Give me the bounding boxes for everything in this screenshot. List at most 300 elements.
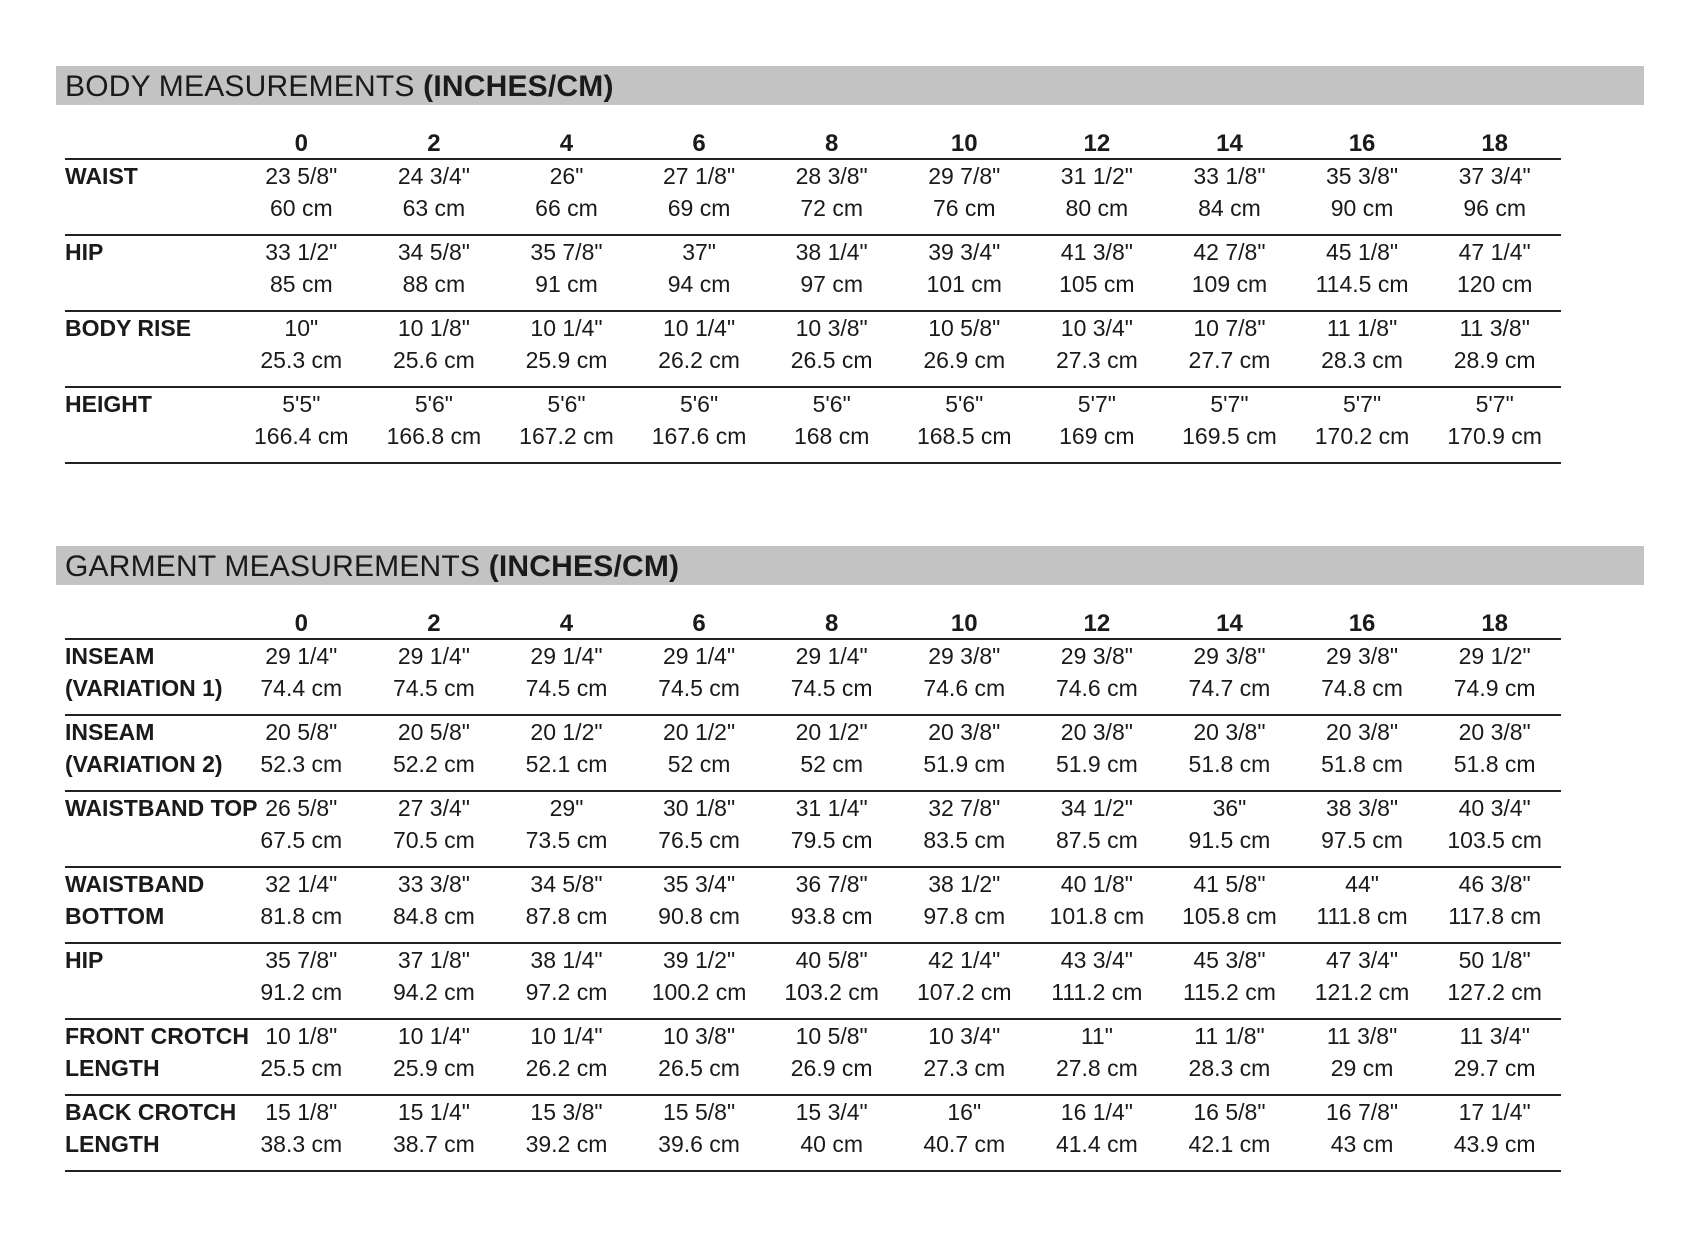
inches-value: 42 1/4" — [928, 947, 1001, 973]
measurement-cell — [368, 943, 501, 1019]
inches-value: 40 1/8" — [1060, 871, 1133, 897]
size-header-6: 6 — [633, 585, 766, 639]
inches-value: 29 3/8" — [1193, 643, 1266, 669]
measurement-cell — [500, 791, 633, 867]
cm-value: 51.8 cm — [1453, 751, 1536, 777]
inches-value: 5'6" — [680, 391, 719, 417]
cm-value: 72 cm — [800, 195, 863, 221]
table-row — [65, 639, 1561, 715]
size-header-0: 0 — [235, 105, 368, 159]
row-label — [65, 867, 235, 943]
measurement-cell — [633, 1019, 766, 1095]
inches-value: 11 3/8" — [1326, 1023, 1398, 1049]
cm-value: 70.5 cm — [392, 827, 475, 853]
body-measurements-title: BODY MEASUREMENTS — [65, 70, 415, 103]
measurement-cell — [500, 1019, 633, 1095]
measurement-cell — [1031, 235, 1164, 311]
inches-value: 50 1/8" — [1458, 947, 1531, 973]
cm-value: 69 cm — [667, 195, 731, 221]
measurement-cell — [1296, 387, 1429, 463]
size-header-14: 14 — [1163, 585, 1296, 639]
cm-value: 105.8 cm — [1182, 903, 1277, 929]
cm-value: 41.4 cm — [1055, 1131, 1138, 1157]
size-header-18: 18 — [1428, 585, 1561, 639]
inches-value: 20 3/8" — [1060, 719, 1133, 745]
inches-value: 40 5/8" — [795, 947, 868, 973]
measurement-cell — [1296, 1019, 1429, 1095]
cm-value: 29 cm — [1330, 1055, 1394, 1081]
cm-value: 109 cm — [1191, 271, 1268, 297]
cm-value: 85 cm — [269, 271, 333, 297]
row-label-line-2: (VARIATION 1) — [65, 675, 223, 701]
cm-value: 167.2 cm — [519, 423, 614, 449]
cm-value: 170.2 cm — [1314, 423, 1410, 449]
measurement-cell — [368, 235, 501, 311]
measurement-cell — [368, 1019, 501, 1095]
measurement-cell — [1031, 1019, 1164, 1095]
cm-value: 114.5 cm — [1315, 271, 1409, 297]
measurement-cell — [500, 639, 633, 715]
cm-value: 26.5 cm — [658, 1055, 740, 1081]
row-label — [65, 1019, 249, 1095]
cm-value: 52.3 cm — [260, 751, 343, 777]
measurement-cell — [1428, 235, 1561, 311]
inches-value: 11 1/8" — [1326, 315, 1398, 341]
inches-value: 5'7" — [1342, 391, 1382, 417]
cm-value: 97.5 cm — [1321, 827, 1403, 853]
cm-value: 74.9 cm — [1453, 675, 1536, 701]
inches-value: 10 1/8" — [397, 315, 470, 341]
measurement-cell — [633, 387, 766, 463]
cm-value: 51.8 cm — [1321, 751, 1403, 777]
measurement-cell — [1296, 867, 1429, 943]
cm-value: 105 cm — [1059, 271, 1135, 297]
measurement-cell — [765, 235, 898, 311]
table-row — [65, 235, 1561, 311]
row-label-line-1: FRONT CROTCH — [65, 1023, 249, 1049]
inches-value: 46 3/8" — [1458, 871, 1531, 897]
inches-value: 29 1/4" — [397, 643, 470, 669]
cm-value: 111.2 cm — [1051, 979, 1143, 1005]
row-label — [65, 387, 235, 463]
measurement-cell — [898, 235, 1031, 311]
row-label — [65, 235, 235, 311]
inches-value: 37" — [682, 239, 716, 265]
inches-value: 24 3/4" — [397, 163, 470, 189]
cm-value: 28.9 cm — [1453, 347, 1536, 373]
measurement-cell — [368, 715, 501, 791]
cm-value: 80 cm — [1065, 195, 1129, 221]
cm-value: 26.9 cm — [923, 347, 1006, 373]
measurement-cell — [1031, 311, 1164, 387]
measurement-cell — [633, 311, 766, 387]
inches-value: 43 3/4" — [1060, 947, 1133, 973]
size-header-16: 16 — [1296, 105, 1429, 159]
cm-value: 52 cm — [800, 751, 863, 777]
garment-measurements-units: (INCHES/CM) — [488, 550, 680, 583]
inches-value: 39 1/2" — [663, 947, 736, 973]
measurement-cell — [235, 311, 368, 387]
cm-value: 25.9 cm — [525, 347, 608, 373]
measurement-cell — [1296, 159, 1429, 235]
cm-value: 25.9 cm — [392, 1055, 475, 1081]
measurement-cell — [765, 791, 898, 867]
measurement-cell — [1296, 715, 1429, 791]
cm-value: 88 cm — [402, 271, 466, 297]
measurement-cell — [633, 943, 766, 1019]
cm-value: 27.8 cm — [1055, 1055, 1138, 1081]
size-header-2: 2 — [368, 585, 501, 639]
cm-value: 94 cm — [667, 271, 731, 297]
measurement-cell — [1163, 639, 1296, 715]
measurement-cell — [1296, 791, 1429, 867]
row-label — [65, 159, 235, 235]
inches-value: 5'7" — [1077, 391, 1116, 417]
cm-value: 38.3 cm — [260, 1131, 343, 1157]
cm-value: 74.5 cm — [658, 675, 740, 701]
measurement-cell — [368, 311, 501, 387]
measurement-cell — [1428, 1019, 1561, 1095]
measurement-cell — [1163, 1019, 1296, 1095]
size-header-12: 12 — [1031, 585, 1164, 639]
inches-value: 20 3/8" — [928, 719, 1001, 745]
measurement-cell — [1031, 867, 1164, 943]
measurement-cell — [765, 943, 898, 1019]
table-row — [65, 943, 1561, 1019]
inches-value: 20 3/8" — [1325, 719, 1399, 745]
measurement-cell — [765, 1095, 898, 1171]
measurement-cell — [765, 867, 898, 943]
cm-value: 43 cm — [1330, 1131, 1394, 1157]
measurement-cell — [898, 791, 1031, 867]
measurement-cell — [898, 1019, 1031, 1095]
inches-value: 15 3/8" — [530, 1099, 603, 1125]
cm-value: 28.3 cm — [1188, 1055, 1271, 1081]
row-label-line-1: WAIST — [65, 163, 138, 189]
inches-value: 33 1/8" — [1193, 163, 1266, 189]
cm-value: 166.8 cm — [386, 423, 482, 449]
inches-value: 34 5/8" — [397, 239, 470, 265]
measurement-cell — [235, 235, 368, 311]
inches-value: 27 3/4" — [397, 795, 470, 821]
measurement-cell — [1163, 867, 1296, 943]
measurement-cell — [1428, 1095, 1561, 1171]
measurement-cell — [1163, 311, 1296, 387]
cm-value: 26.2 cm — [658, 347, 740, 373]
cm-value: 26.2 cm — [525, 1055, 608, 1081]
inches-value: 29 1/4" — [265, 643, 338, 669]
cm-value: 117.8 cm — [1448, 903, 1542, 929]
inches-value: 23 5/8" — [265, 163, 338, 189]
measurement-cell — [633, 639, 766, 715]
row-label-line-1: HIP — [65, 239, 104, 265]
measurement-cell — [368, 387, 501, 463]
inches-value: 29 1/4" — [795, 643, 868, 669]
cm-value: 43.9 cm — [1453, 1131, 1536, 1157]
size-header-row — [65, 585, 1561, 639]
inches-value: 20 5/8" — [265, 719, 338, 745]
cm-value: 39.6 cm — [658, 1131, 740, 1157]
measurement-cell — [765, 311, 898, 387]
inches-value: 16" — [947, 1099, 982, 1125]
row-label — [65, 791, 258, 867]
measurement-cell — [500, 1095, 633, 1171]
measurement-cell — [500, 867, 633, 943]
measurement-cell — [633, 1095, 766, 1171]
cm-value: 100.2 cm — [651, 979, 747, 1005]
table-row — [65, 159, 1561, 235]
measurement-cell — [898, 715, 1031, 791]
size-header-8: 8 — [765, 105, 898, 159]
inches-value: 15 1/4" — [397, 1099, 470, 1125]
cm-value: 52.2 cm — [392, 751, 475, 777]
measurement-cell — [1163, 791, 1296, 867]
measurement-cell — [235, 1019, 368, 1095]
measurement-cell — [1031, 159, 1164, 235]
measurement-cell — [1031, 639, 1164, 715]
cm-value: 97.2 cm — [525, 979, 608, 1005]
cm-value: 91.2 cm — [260, 979, 343, 1005]
inches-value: 20 1/2" — [663, 719, 736, 745]
measurement-cell — [500, 311, 633, 387]
inches-value: 29 3/8" — [928, 643, 1001, 669]
inches-value: 41 3/8" — [1060, 239, 1133, 265]
table-row — [65, 311, 1561, 387]
cm-value: 74.5 cm — [790, 675, 873, 701]
inches-value: 16 7/8" — [1325, 1099, 1399, 1125]
garment-measurements-header — [56, 546, 1644, 585]
inches-value: 42 7/8" — [1193, 239, 1266, 265]
inches-value: 5'6" — [812, 391, 851, 417]
cm-value: 29.7 cm — [1453, 1055, 1536, 1081]
inches-value: 29 7/8" — [928, 163, 1001, 189]
inches-value: 15 5/8" — [663, 1099, 736, 1125]
cm-value: 121.2 cm — [1314, 979, 1410, 1005]
label-header-cell — [65, 585, 235, 639]
row-label-line-1: HEIGHT — [65, 391, 152, 417]
measurement-cell — [1428, 943, 1561, 1019]
measurement-cell — [1163, 159, 1296, 235]
row-label-line-1: WAISTBAND — [65, 871, 205, 897]
inches-value: 38 1/4" — [530, 947, 603, 973]
cm-value: 60 cm — [269, 195, 333, 221]
cm-value: 101 cm — [926, 271, 1002, 297]
cm-value: 38.7 cm — [392, 1131, 475, 1157]
cm-value: 52 cm — [667, 751, 731, 777]
size-header-8: 8 — [765, 585, 898, 639]
inches-value: 32 7/8" — [928, 795, 1001, 821]
inches-value: 16 1/4" — [1060, 1099, 1133, 1125]
size-header-row — [65, 105, 1561, 159]
cm-value: 27.3 cm — [923, 1055, 1006, 1081]
measurement-cell — [1031, 387, 1164, 463]
inches-value: 20 5/8" — [397, 719, 470, 745]
measurement-cell — [235, 639, 368, 715]
inches-value: 44" — [1345, 871, 1379, 897]
cm-value: 39.2 cm — [525, 1131, 608, 1157]
inches-value: 38 3/8" — [1325, 795, 1399, 821]
measurement-cell — [1031, 715, 1164, 791]
inches-value: 45 3/8" — [1193, 947, 1266, 973]
garment-measurements-table — [65, 585, 1561, 1172]
body-measurements-table — [65, 105, 1561, 464]
inches-value: 5'5" — [282, 391, 321, 417]
inches-value: 38 1/2" — [928, 871, 1001, 897]
cm-value: 120 cm — [1456, 271, 1533, 297]
measurement-cell — [1296, 235, 1429, 311]
row-label — [65, 1095, 235, 1171]
measurement-cell — [500, 387, 633, 463]
inches-value: 40 3/4" — [1458, 795, 1531, 821]
inches-value: 15 3/4" — [795, 1099, 868, 1125]
cm-value: 74.6 cm — [923, 675, 1006, 701]
cm-value: 74.5 cm — [525, 675, 608, 701]
cm-value: 97 cm — [800, 271, 863, 297]
garment-measurements-section — [56, 546, 1644, 1172]
cm-value: 74.6 cm — [1055, 675, 1138, 701]
cm-value: 63 cm — [402, 195, 466, 221]
measurement-cell — [235, 1095, 368, 1171]
row-label-line-2: LENGTH — [65, 1131, 160, 1157]
inches-value: 26 5/8" — [265, 795, 338, 821]
measurement-cell — [500, 159, 633, 235]
inches-value: 20 1/2" — [530, 719, 603, 745]
size-header-16: 16 — [1296, 585, 1429, 639]
cm-value: 52.1 cm — [525, 751, 608, 777]
inches-value: 5'6" — [547, 391, 586, 417]
inches-value: 37 1/8" — [397, 947, 470, 973]
inches-value: 17 1/4" — [1458, 1099, 1531, 1125]
measurement-cell — [1428, 311, 1561, 387]
size-header-6: 6 — [633, 105, 766, 159]
cm-value: 166.4 cm — [253, 423, 349, 449]
size-header-4: 4 — [500, 585, 633, 639]
inches-value: 29" — [549, 795, 584, 821]
measurement-cell — [368, 867, 501, 943]
row-label — [65, 715, 235, 791]
row-label-line-1: HIP — [65, 947, 104, 973]
cm-value: 168 cm — [793, 423, 870, 449]
inches-value: 36" — [1212, 795, 1247, 821]
cm-value: 25.6 cm — [392, 347, 475, 373]
cm-value: 27.3 cm — [1055, 347, 1138, 373]
measurement-cell — [235, 943, 368, 1019]
measurement-cell — [235, 387, 368, 463]
measurement-cell — [1296, 639, 1429, 715]
inches-value: 5'7" — [1210, 391, 1249, 417]
inches-value: 26" — [549, 163, 584, 189]
cm-value: 84.8 cm — [392, 903, 475, 929]
cm-value: 42.1 cm — [1188, 1131, 1271, 1157]
row-label — [65, 639, 235, 715]
measurement-cell — [765, 715, 898, 791]
table-row — [65, 1095, 1561, 1171]
cm-value: 97.8 cm — [923, 903, 1006, 929]
inches-value: 10 1/8" — [265, 1023, 338, 1049]
cm-value: 28.3 cm — [1321, 347, 1403, 373]
inches-value: 35 3/8" — [1325, 163, 1399, 189]
measurement-cell — [898, 159, 1031, 235]
inches-value: 10 5/8" — [928, 315, 1001, 341]
measurement-cell — [1163, 1095, 1296, 1171]
garment-measurements-title: GARMENT MEASUREMENTS — [65, 550, 481, 583]
inches-value: 5'6" — [945, 391, 984, 417]
measurement-cell — [898, 387, 1031, 463]
inches-value: 33 3/8" — [397, 871, 470, 897]
cm-value: 83.5 cm — [923, 827, 1006, 853]
inches-value: 29 1/4" — [663, 643, 736, 669]
table-row — [65, 1019, 1561, 1095]
measurement-cell — [368, 1095, 501, 1171]
row-label-line-1: INSEAM — [65, 643, 155, 669]
inches-value: 31 1/2" — [1060, 163, 1133, 189]
cm-value: 168.5 cm — [916, 423, 1012, 449]
measurement-cell — [1296, 311, 1429, 387]
cm-value: 25.3 cm — [260, 347, 343, 373]
inches-value: 20 3/8" — [1193, 719, 1266, 745]
measurement-cell — [368, 791, 501, 867]
measurement-cell — [500, 235, 633, 311]
table-row — [65, 715, 1561, 791]
cm-value: 76 cm — [932, 195, 996, 221]
inches-value: 10 1/4" — [663, 315, 736, 341]
inches-value: 47 3/4" — [1325, 947, 1399, 973]
size-header-4: 4 — [500, 105, 633, 159]
label-header-cell — [65, 105, 235, 159]
measurement-cell — [1296, 1095, 1429, 1171]
measurement-cell — [1163, 387, 1296, 463]
inches-value: 10 1/4" — [530, 315, 603, 341]
cm-value: 111.8 cm — [1316, 903, 1408, 929]
cm-value: 40 cm — [800, 1131, 863, 1157]
body-measurements-units: (INCHES/CM) — [423, 70, 614, 103]
cm-value: 169 cm — [1059, 423, 1135, 449]
inches-value: 10 3/8" — [663, 1023, 736, 1049]
measurement-cell — [633, 715, 766, 791]
row-label-line-1: BACK CROTCH — [65, 1099, 237, 1125]
measurement-cell — [500, 715, 633, 791]
inches-value: 29 1/4" — [530, 643, 603, 669]
inches-value: 29 3/8" — [1325, 643, 1399, 669]
row-label — [65, 943, 235, 1019]
measurement-cell — [1031, 943, 1164, 1019]
cm-value: 91.5 cm — [1188, 827, 1271, 853]
cm-value: 115.2 cm — [1183, 979, 1276, 1005]
measurement-cell — [765, 1019, 898, 1095]
row-label — [65, 311, 235, 387]
measurement-cell — [898, 943, 1031, 1019]
cm-value: 26.5 cm — [790, 347, 873, 373]
inches-value: 10" — [284, 315, 319, 341]
inches-value: 15 1/8" — [265, 1099, 338, 1125]
cm-value: 74.5 cm — [392, 675, 475, 701]
cm-value: 51.9 cm — [923, 751, 1006, 777]
measurement-cell — [235, 867, 368, 943]
cm-value: 107.2 cm — [916, 979, 1012, 1005]
size-header-14: 14 — [1163, 105, 1296, 159]
inches-value: 41 5/8" — [1193, 871, 1266, 897]
measurement-cell — [1428, 867, 1561, 943]
cm-value: 67.5 cm — [260, 827, 343, 853]
inches-value: 11" — [1080, 1023, 1113, 1049]
cm-value: 81.8 cm — [260, 903, 343, 929]
measurement-cell — [633, 791, 766, 867]
size-header-10: 10 — [898, 585, 1031, 639]
table-row — [65, 791, 1561, 867]
measurement-cell — [765, 639, 898, 715]
inches-value: 35 7/8" — [265, 947, 338, 973]
measurement-cell — [1163, 715, 1296, 791]
